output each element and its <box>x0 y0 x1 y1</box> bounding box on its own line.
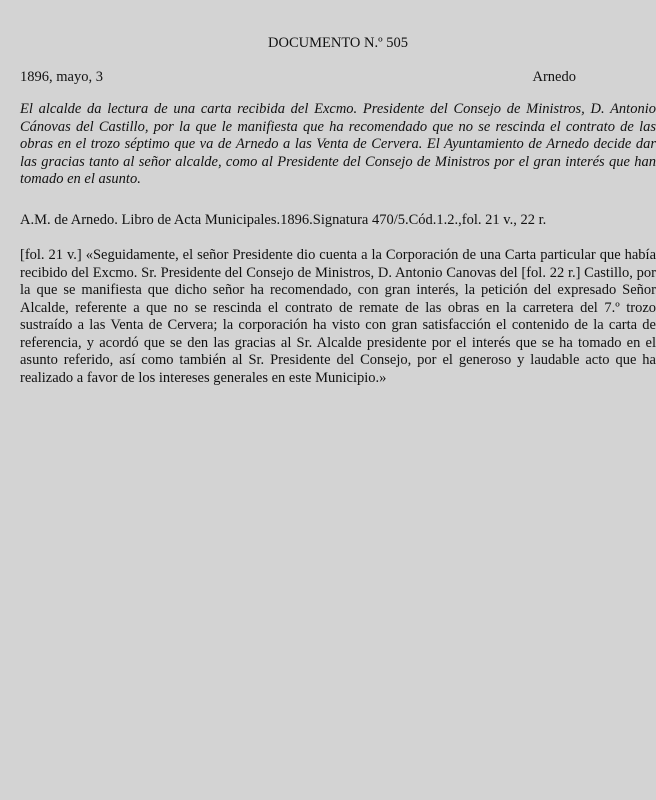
transcription-body: [fol. 21 v.] «Seguidamente, el señor Presidente dio cuenta a la Corporación de una Carta particular que había recibido del Excmo. Sr. Presidente del Consejo de Ministros, D. Antonio Canovas del [fol. 22 r.] Castillo, por la que se manifiesta que dicho señor ha recomendado, con gran interés, la petición del expresado Señor Alcalde, referente a que no se rescinda el contrato de remate de las obras en la carretera del 7.º trozo sustraído a las Venta de Cervera; la corporación ha visto con gran satisfacción el contenido de la carta de referencia, y acordó que se den las gracias al Sr. Alcalde presidente por el interés que se ha tomado en el asunto referido, así como también al Sr. Presidente del Consejo, por el generoso y laudable acto que ha realizado a favor de los intereses generales en este Municipio.» <box>20 247 656 386</box>
document-title: DOCUMENTO N.º 505 <box>268 35 408 51</box>
document-place: Arnedo <box>532 69 576 85</box>
document-summary: El alcalde da lectura de una carta recibida del Excmo. Presidente del Consejo de Ministros, D. Antonio Cánovas del Castillo, por la que le manifiesta que ha recomendado que no se rescinda el contrato de las obras en el trozo séptimo que va de Arnedo a las Venta de Cervera. El Ayuntamiento de Arnedo decide dar las gracias tanto al señor alcalde, como al Presidente del Consejo de Ministros por el gran interés que han tomado en el asunto. <box>20 101 656 187</box>
date-place-line <box>20 69 576 86</box>
archival-source: A.M. de Arnedo. Libro de Acta Municipales.1896.Signatura 470/5.Cód.1.2.,fol. 21 v., 22 r. <box>20 212 547 228</box>
document-date: 1896, mayo, 3 <box>20 69 103 85</box>
